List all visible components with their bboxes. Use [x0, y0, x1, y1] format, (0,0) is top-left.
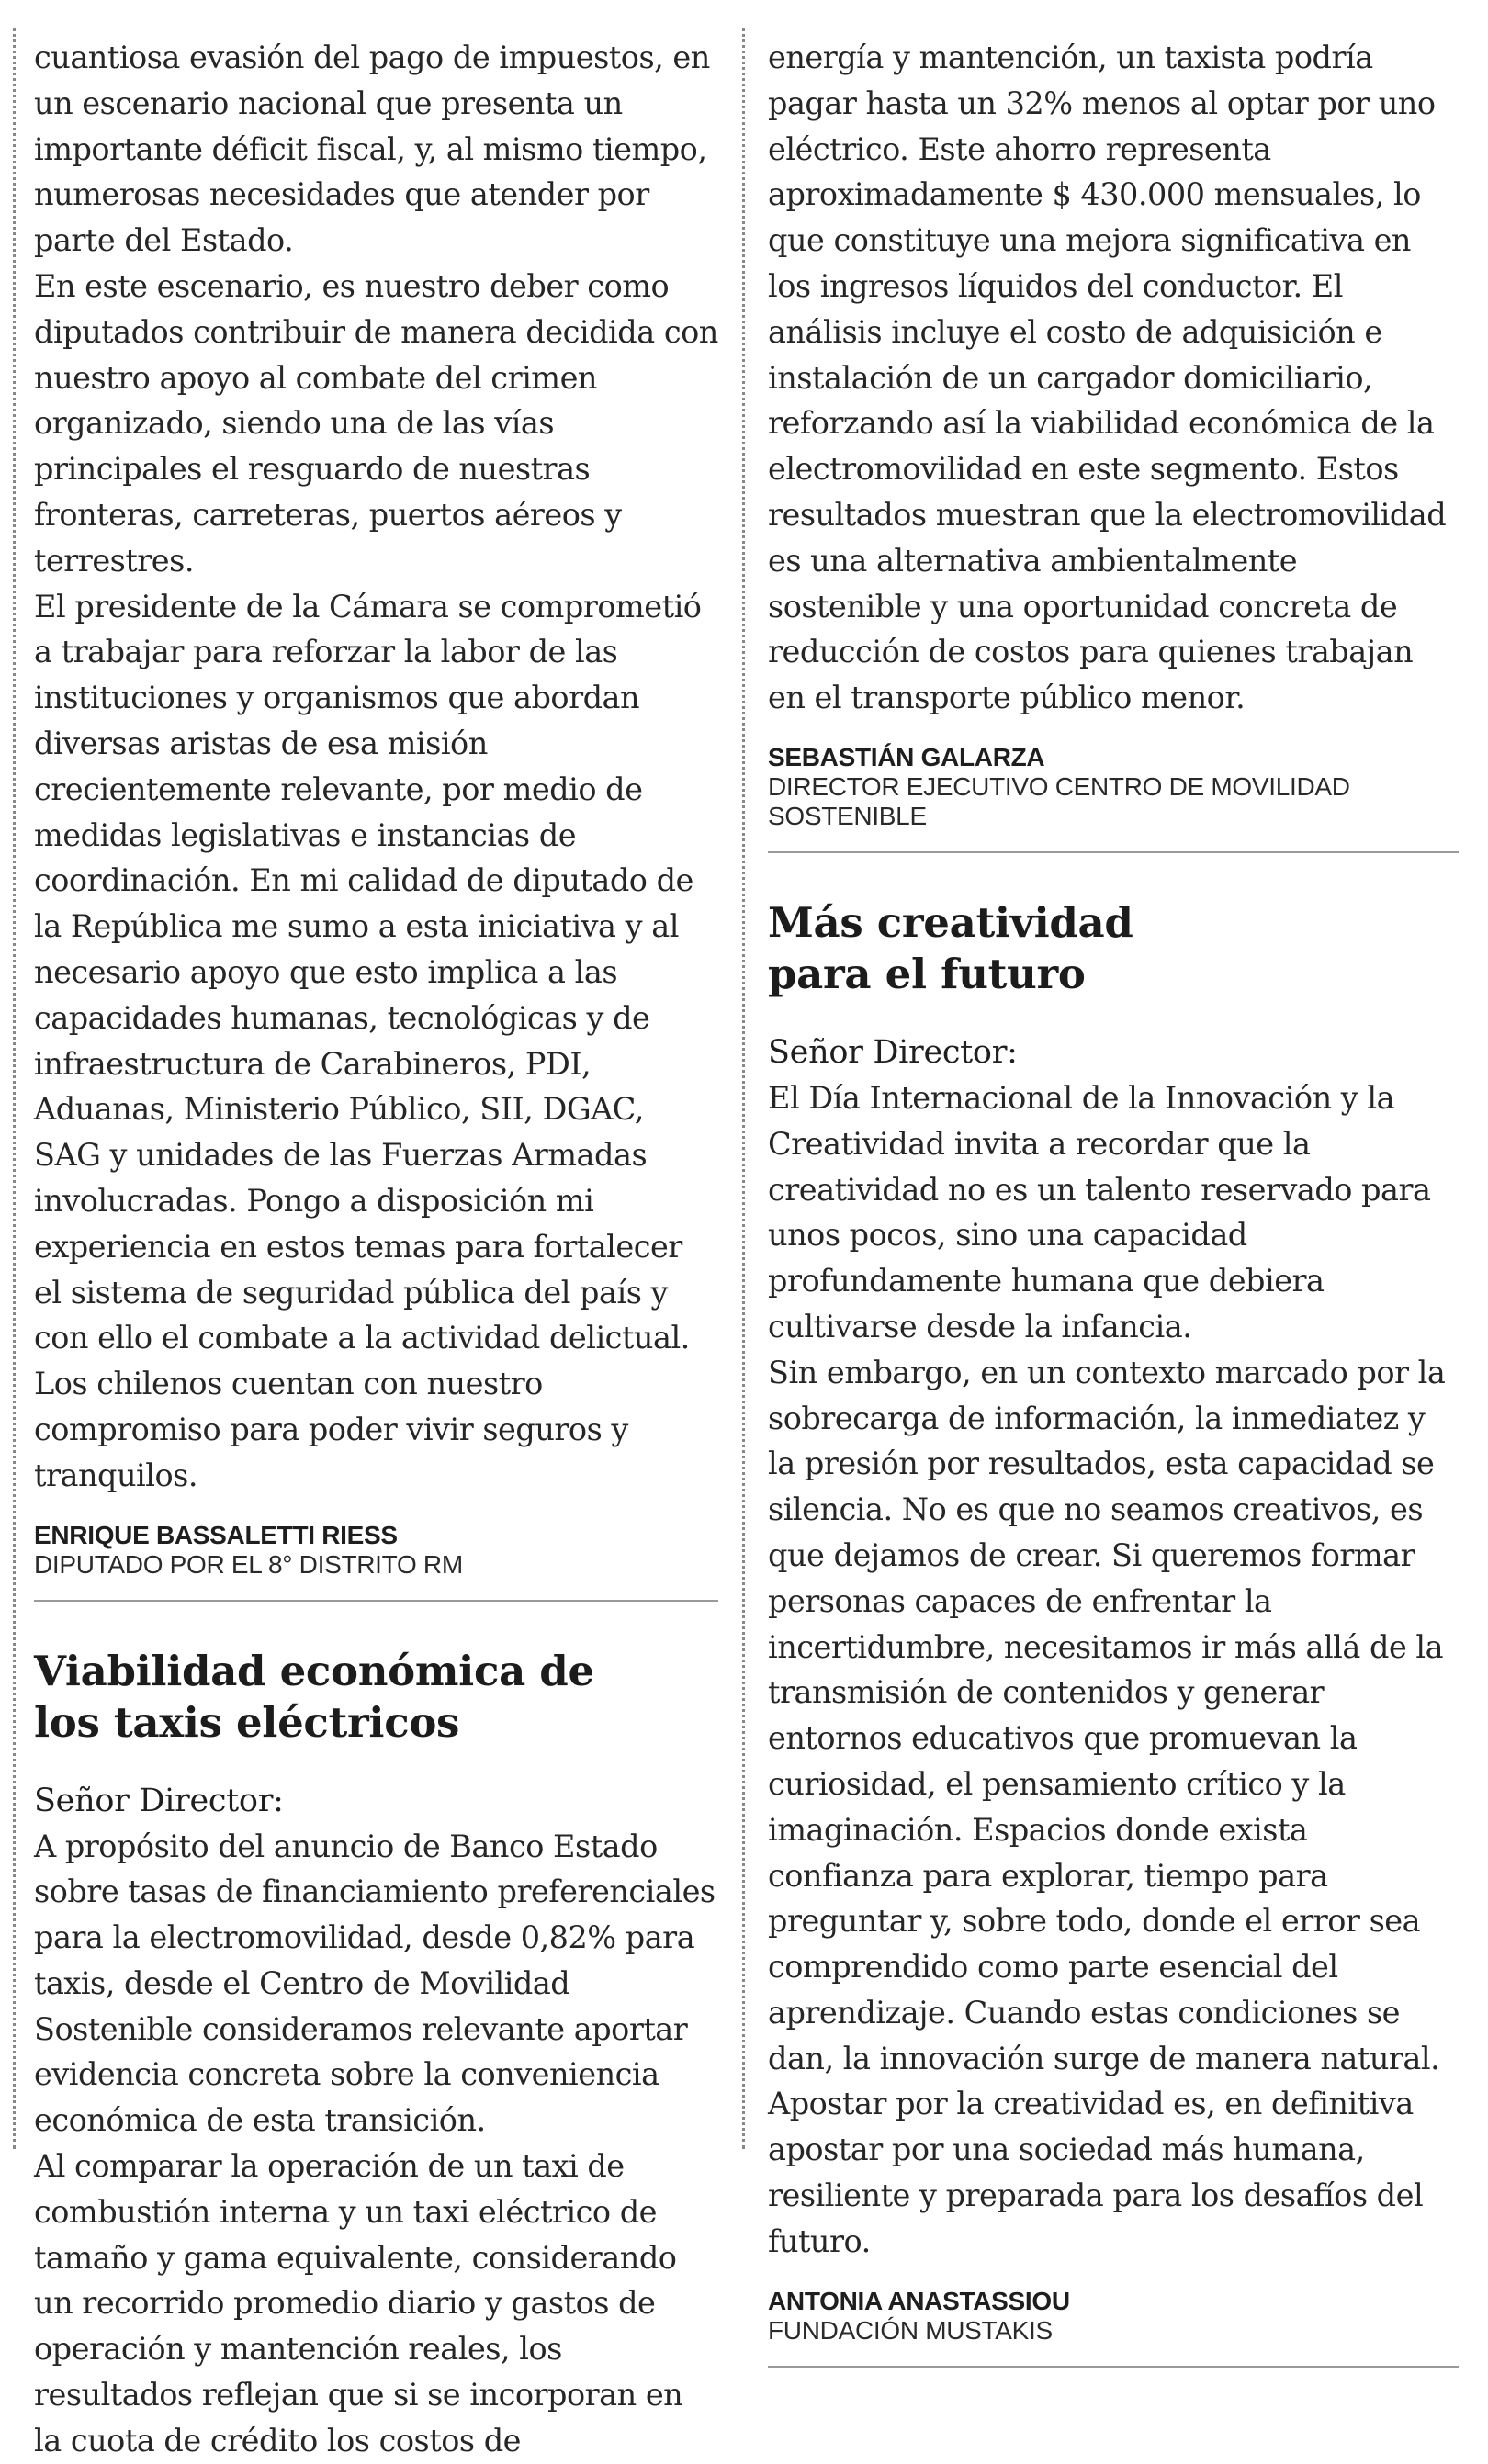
signature-role: SOSTENIBLE [768, 801, 927, 830]
letter-paragraph: cuantiosa evasión del pago de impuestos, en un escenario nacional que presenta un importante déficit fiscal, y, al mismo tiempo, numerosas necesidades que atender por parte del Estado. [34, 39, 710, 259]
letter-paragraph: El presidente de la Cámara se comprometió a trabajar para reforzar la labor de las instituciones y organismos que abordan diversas aristas de esa misión crecientemente relevante, por medio de medidas legislativas e instancias de coordinación. En mi calidad de diputado de la República me sumo a esta iniciativa y al necesario apoyo que esto implica a las capacidades humanas, tecnológicas y de infraestructura de Carabineros, PDI, Aduanas, Ministerio Público, SII, DGAC, SAG y unidades de las Fuerzas Armadas involucradas. Pongo a disposición mi experiencia en estos temas para fortalecer el sistema de seguridad pública del país y con ello el combate a la actividad delictual. Los chilenos cuentan con nuestro compromiso para poder vivir seguros y tranquilos. [34, 588, 702, 1493]
letter-salutation: Señor Director: [34, 1782, 284, 1819]
headline-line: los taxis eléctricos [34, 1697, 460, 1747]
signature-role: DIPUTADO POR EL 8° DISTRITO RM [34, 1549, 463, 1579]
letter-paragraph: A propósito del anuncio de Banco Estado sobre tasas de financiamiento preferenciales para la electromovilidad, desde 0,82% para taxis, desde el Centro de Movilidad Sostenible consideramos relevante aportar evidencia concreta sobre la conveniencia económica de esta transición. [34, 1828, 716, 2139]
signature-role: FUNDACIÓN MUSTAKIS [768, 2315, 1053, 2345]
headline-line: Más creatividad [768, 897, 1133, 947]
signature-name: ENRIQUE BASSALETTI RIESS [34, 1520, 398, 1549]
letter-headline [34, 1646, 718, 1749]
signature-role: DIRECTOR EJECUTIVO CENTRO DE MOVILIDAD [768, 771, 1350, 801]
letter-signature [768, 743, 1459, 831]
letter-salutation: Señor Director: [768, 1033, 1018, 1071]
section-divider [768, 2366, 1459, 2368]
headline-line: Viabilidad económica de [34, 1646, 594, 1695]
letter-signature [768, 2287, 1459, 2346]
letter-paragraph: energía y mantención, un taxista podría pagar hasta un 32% menos al optar por uno eléctrico. Este ahorro representa aproximadamente $ 430.000 mensuales, lo que constituye una mejora significativa en los ingresos líquidos del conductor. El análisis incluye el costo de adquisición e instalación de un cargador domiciliario, reforzando así la viabilidad económica de la electromovilidad en este segmento. Estos resultados muestran que la electromovilidad es una alternativa ambientalmente sostenible y una oportunidad concreta de reducción de costos para quienes trabajan en el transporte público menor. [768, 39, 1447, 716]
section-divider [768, 851, 1459, 853]
left-column [34, 35, 718, 2464]
letter-paragraph: En este escenario, es nuestro deber como diputados contribuir de manera decidida con nuestro apoyo al combate del crimen organizado, siendo una de las vías principales el resguardo de nuestras fronteras, carreteras, puertos aéreos y terrestres. [34, 267, 718, 579]
letter-paragraph: Sin embargo, en un contexto marcado por la sobrecarga de información, la inmediatez y la presión por resultados, esta capacidad se silencia. No es que no seamos creativos, es que dejamos de crear. Si queremos formar personas capaces de enfrentar la incertidumbre, necesitamos ir más allá de la transmisión de contenidos y generar entornos educativos que promuevan la curiosidad, el pensamiento crítico y la imaginación. Espacios donde exista confianza para explorar, tiempo para preguntar y, sobre todo, donde el error sea comprendido como parte esencial del aprendizaje. Cuando estas condiciones se dan, la innovación surge de manera natural. Apostar por la creatividad es, en definitiva apostar por una sociedad más humana, resiliente y preparada para los desafíos del futuro. [768, 1354, 1446, 2259]
signature-name: SEBASTIÁN GALARZA [768, 742, 1045, 771]
column-divider-dotted-rule [742, 28, 745, 2149]
signature-name: ANTONIA ANASTASSIOU [768, 2286, 1070, 2315]
left-margin-dotted-rule [13, 28, 16, 2149]
letter-paragraph: El Día Internacional de la Innovación y la Creatividad invita a recordar que la creatividad no es un talento reservado para unos pocos, sino una capacidad profundamente humana que debiera cultivarse desde la infancia. [768, 1079, 1431, 1345]
right-column [768, 35, 1459, 2368]
section-divider [34, 1600, 718, 1602]
letter-paragraph: Al comparar la operación de un taxi de combustión interna y un taxi eléctrico de tamaño y gama equivalente, considerando un recorrido promedio diario y gastos de operación y mantención reales, los resultados reflejan que si se incorporan en la cuota de crédito los costos de [34, 2148, 683, 2458]
letter-headline [768, 897, 1459, 1000]
headline-line: para el futuro [768, 949, 1086, 998]
letter-signature [34, 1521, 718, 1580]
